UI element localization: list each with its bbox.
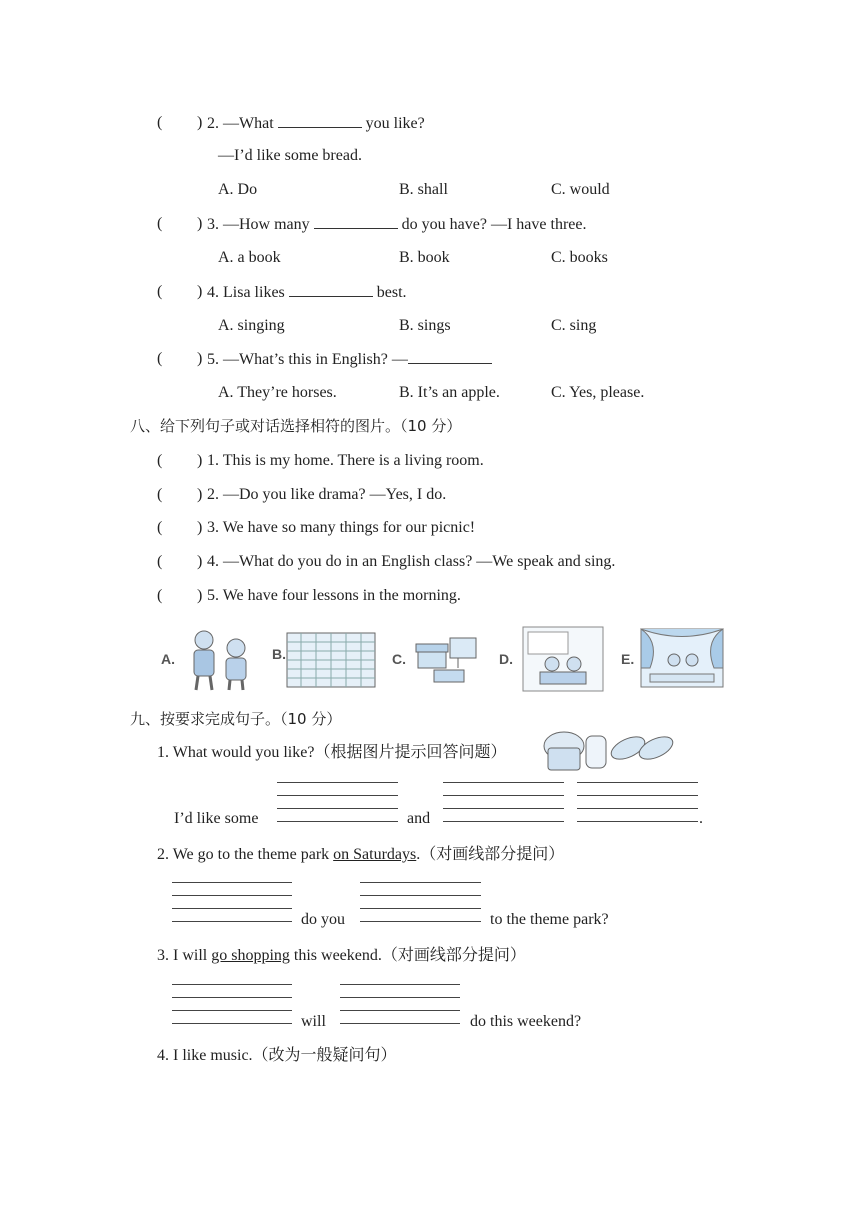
q1-prompt: 1. What would you like?（根据图片提示回答问题）	[157, 744, 507, 761]
question-number: 4.	[207, 284, 219, 301]
writing-line[interactable]	[277, 782, 398, 783]
question-text-post: do you have? —I have three.	[401, 216, 587, 233]
answer-paren[interactable]: (	[157, 519, 163, 536]
picture-label-e: E.	[621, 651, 635, 667]
living-room-icon	[412, 630, 482, 688]
option-b: B. It’s an apple.	[399, 384, 500, 401]
item-2: 2. —Do you like drama? —Yes, I do.	[207, 486, 447, 503]
writing-line[interactable]	[172, 882, 292, 883]
item-4: 4. —What do you do in an English class? —We speak and sing.	[207, 553, 616, 570]
answer-paren[interactable]: (	[157, 114, 163, 131]
q2-answer-mid: do you	[301, 911, 345, 928]
q2-text-pre: 2. We go to the theme park	[157, 846, 334, 863]
question-text-pre: Lisa likes	[223, 284, 285, 301]
writing-line[interactable]	[360, 908, 481, 909]
writing-line[interactable]	[577, 795, 698, 796]
writing-line[interactable]	[340, 1023, 460, 1024]
answer-paren[interactable]: (	[157, 587, 163, 604]
option-a: A. a book	[218, 249, 281, 266]
writing-line[interactable]	[443, 821, 564, 822]
picture-label-b: B.	[272, 646, 286, 662]
stage-drama-icon	[640, 628, 724, 688]
section-9-title: 九、按要求完成句子。（10 分）	[130, 710, 342, 728]
writing-line[interactable]	[443, 808, 564, 809]
q2-text-post: .（对画线部分提问）	[416, 846, 565, 863]
writing-line[interactable]	[172, 1010, 292, 1011]
writing-line[interactable]	[577, 808, 698, 809]
option-a: A. singing	[218, 317, 285, 334]
q3-answer-mid: will	[301, 1013, 326, 1030]
q3-text-post: this weekend.（对画线部分提问）	[289, 947, 526, 964]
q1-answer-end: .	[699, 810, 703, 827]
question-text-post: best.	[376, 284, 407, 301]
q3-text-pre: 3. I will	[157, 947, 212, 964]
writing-line[interactable]	[360, 882, 481, 883]
answer-paren[interactable]: (	[157, 553, 163, 570]
q1-answer-pre: I’d like some	[174, 810, 259, 827]
item-5: 5. We have four lessons in the morning.	[207, 587, 461, 604]
question-number: 5.	[207, 351, 219, 368]
writing-line[interactable]	[340, 984, 460, 985]
item-1: 1. This is my home. There is a living room.	[207, 452, 484, 469]
dialog-answer: —I’d like some bread.	[218, 147, 362, 164]
writing-line[interactable]	[172, 921, 292, 922]
writing-line[interactable]	[172, 895, 292, 896]
picture-label-c: C.	[392, 651, 406, 667]
option-a: A. Do	[218, 181, 258, 198]
q4-prompt: 4. I like music.（改为一般疑问句）	[157, 1047, 397, 1064]
picture-label-a: A.	[161, 651, 175, 667]
option-a: A. They’re horses.	[218, 384, 337, 401]
paren-close: )	[197, 114, 203, 131]
answer-paren[interactable]: (	[157, 350, 163, 367]
option-c: C. would	[551, 181, 610, 198]
option-c: C. books	[551, 249, 608, 266]
q2-prompt	[157, 845, 564, 865]
q1-answer-mid: and	[407, 810, 431, 827]
writing-line[interactable]	[172, 997, 292, 998]
answer-paren[interactable]: (	[157, 283, 163, 300]
option-c: C. sing	[551, 317, 597, 334]
option-b: B. shall	[399, 181, 448, 198]
q3-prompt	[157, 946, 526, 966]
answer-paren[interactable]: (	[157, 486, 163, 503]
writing-line[interactable]	[172, 908, 292, 909]
writing-line[interactable]	[277, 808, 398, 809]
fill-blank[interactable]	[314, 214, 398, 229]
fill-blank[interactable]	[408, 349, 492, 364]
fill-blank[interactable]	[289, 282, 373, 297]
bread-icon	[540, 724, 674, 774]
fill-blank[interactable]	[278, 113, 362, 128]
answer-paren[interactable]: (	[157, 215, 163, 232]
writing-line[interactable]	[577, 782, 698, 783]
q3-underlined: go shopping	[211, 947, 290, 964]
writing-line[interactable]	[172, 984, 292, 985]
section-8-title: 八、给下列句子或对话选择相符的图片。（10 分）	[130, 417, 462, 435]
picture-label-d: D.	[499, 651, 513, 667]
timetable-icon	[286, 632, 376, 688]
writing-line[interactable]	[360, 921, 481, 922]
writing-line[interactable]	[172, 1023, 292, 1024]
writing-line[interactable]	[340, 997, 460, 998]
writing-line[interactable]	[443, 795, 564, 796]
writing-line[interactable]	[277, 821, 398, 822]
item-3: 3. We have so many things for our picnic!	[207, 519, 476, 536]
q3-answer-end: do this weekend?	[470, 1013, 582, 1030]
writing-line[interactable]	[577, 821, 698, 822]
answer-paren[interactable]: (	[157, 452, 163, 469]
question-number: 2.	[207, 115, 219, 132]
writing-line[interactable]	[360, 895, 481, 896]
question-text-post: you like?	[365, 115, 425, 132]
two-children-icon	[184, 626, 256, 694]
option-b: B. book	[399, 249, 450, 266]
question-text-pre: —How many	[223, 216, 310, 233]
q2-answer-end: to the theme park?	[490, 911, 609, 928]
question-number: 3.	[207, 216, 219, 233]
q2-underlined: on Saturdays	[333, 846, 417, 863]
writing-line[interactable]	[277, 795, 398, 796]
question-text-pre: —What’s this in English? —	[223, 351, 408, 368]
question-text-pre: —What	[223, 115, 274, 132]
option-b: B. sings	[399, 317, 451, 334]
writing-line[interactable]	[340, 1010, 460, 1011]
option-c: C. Yes, please.	[551, 384, 645, 401]
classroom-icon	[522, 626, 604, 692]
writing-line[interactable]	[443, 782, 564, 783]
